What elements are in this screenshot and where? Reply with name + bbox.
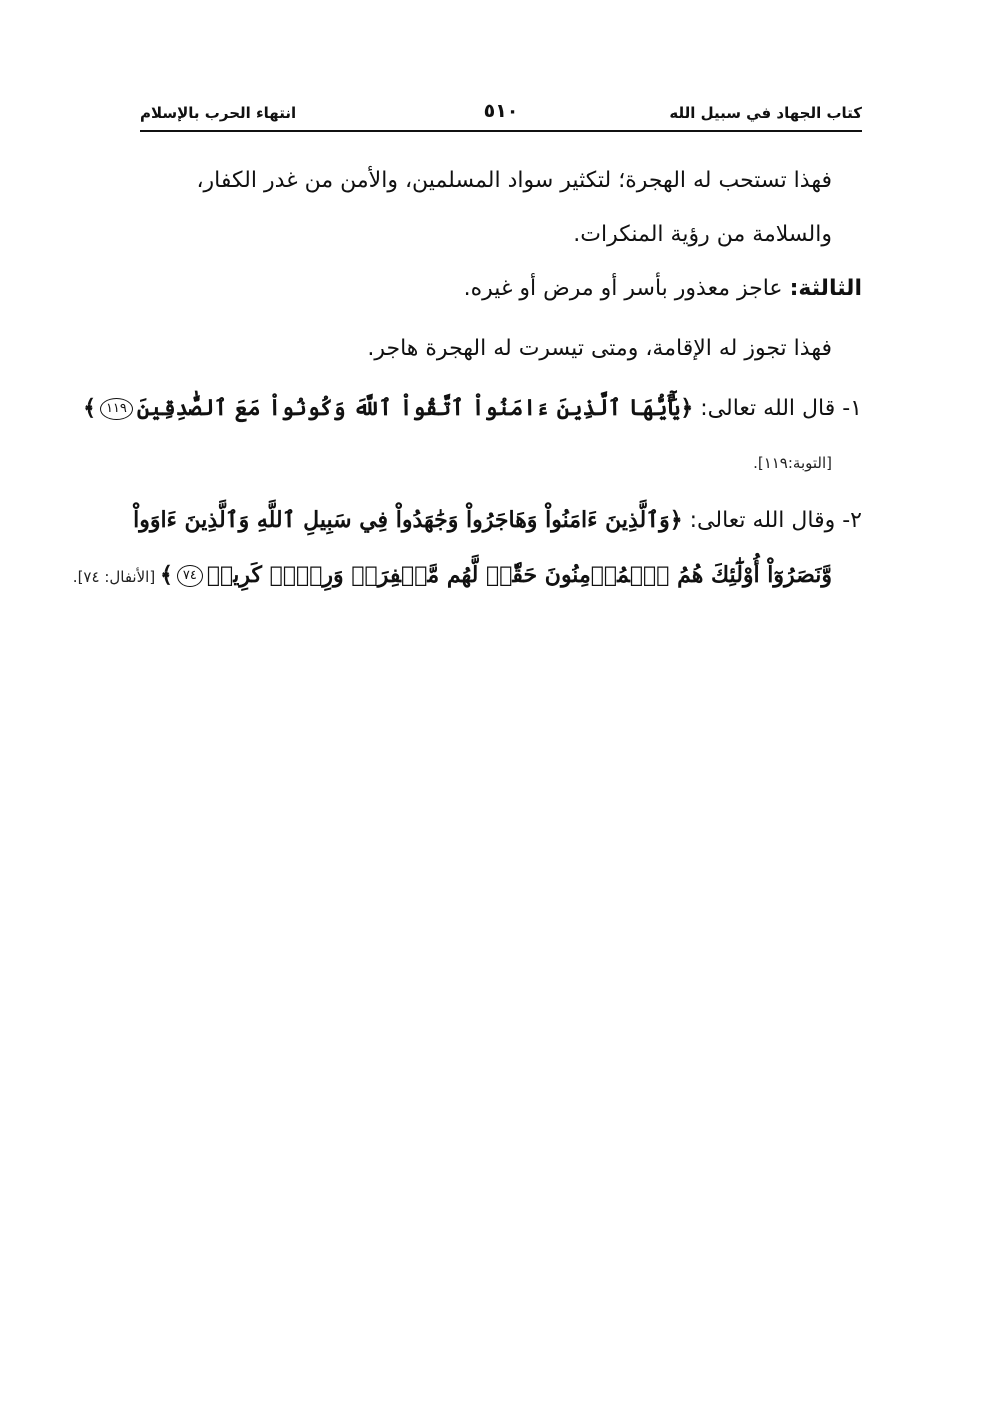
- chapter-title: انتهاء الحرب بالإسلام: [140, 104, 297, 122]
- verse-prefix: ٢- وقال الله تعالى:: [682, 508, 862, 533]
- category-label: الثالثة:: [789, 276, 862, 301]
- quran-text: يَٰٓأَيُّهَا ٱلَّذِينَ ءَامَنُواْ ٱتَّقُواْ ٱللَّهَ وَكُونُواْ مَعَ ٱلصَّٰدِقِينَ: [136, 395, 681, 421]
- verse-citation-2-continued: [72, 560, 832, 592]
- ayah-number-marker: ١١٩: [100, 398, 133, 420]
- quran-text: وَّنَصَرُوٓاْ أُوْلَٰٓئِكَ هُمُ ٱلۡمُؤۡمِنُونَ حَقّٗاۚ لَّهُم مَّغۡفِرَةٞ وَرِزۡقٞ كَرِيمٞ: [206, 562, 832, 588]
- quran-close-bracket: ﴾: [83, 395, 96, 421]
- verse-reference: [الأنفال: ٧٤].: [72, 568, 160, 586]
- paragraph-line: فهذا تجوز له الإقامة، ومتى تيسرت له الهجرة هاجر.: [367, 336, 832, 361]
- quran-close-bracket: ﴾: [159, 562, 173, 588]
- page-number: ٥١٠: [483, 100, 519, 122]
- quran-open-bracket: ﴿: [680, 395, 694, 421]
- paragraph-line: فهذا تستحب له الهجرة؛ لتكثير سواد المسلمين، والأمن من غدر الكفار،: [196, 168, 832, 193]
- verse-citation-2: [133, 505, 862, 537]
- verse-reference: [التوبة:١١٩].: [753, 454, 832, 472]
- quran-open-bracket: ﴿: [669, 507, 683, 533]
- verse-prefix: ١- قال الله تعالى:: [693, 396, 862, 421]
- quran-text: وَٱلَّذِينَ ءَامَنُواْ وَهَاجَرُواْ وَجَٰهَدُواْ فِي سَبِيلِ ٱللَّهِ وَٱلَّذِينَ ءَاوَواْ: [133, 507, 670, 533]
- verse-citation-1: [83, 393, 862, 425]
- category-text: عاجز معذور بأسر أو مرض أو غيره.: [463, 276, 790, 301]
- ayah-number-marker: ٧٤: [177, 565, 203, 587]
- running-header: [140, 100, 862, 132]
- paragraph-line: والسلامة من رؤية المنكرات.: [573, 222, 832, 247]
- book-title: كتاب الجهاد في سبيل الله: [669, 104, 862, 122]
- paragraph-third-category: [140, 274, 862, 305]
